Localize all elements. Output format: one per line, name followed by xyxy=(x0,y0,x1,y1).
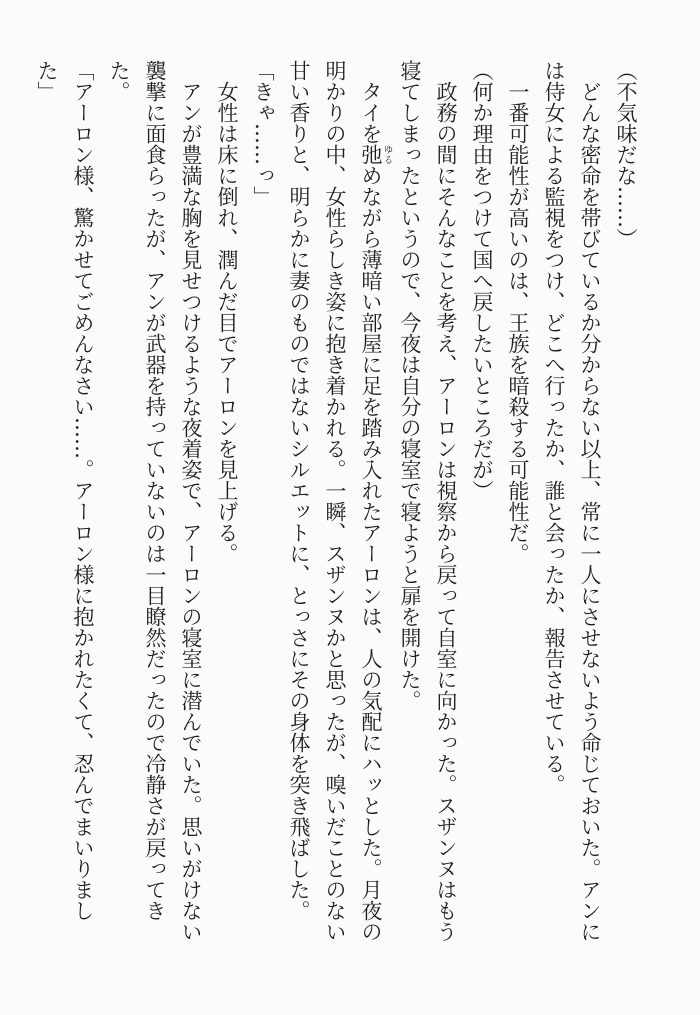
paragraph-narration-5: 女性は床に倒れ、潤んだ目でアーロンを見上げる。 xyxy=(215,81,239,564)
paragraph-narration-4-pre: タイを xyxy=(359,81,383,144)
paragraph-dialogue-1: 「きゃ……っ」 xyxy=(251,60,275,207)
paragraph-dialogue-2: 「アーロン様、驚かせてごめんなさい……。アーロン様に抱かれたくて、忍んでまいりました」 xyxy=(35,60,95,921)
paragraph-narration-1: どんな密命を帯びているか分からない以上、常に一人にさせないよう命じておいた。アンには侍女による監視をつけ、どこへ行ったか、誰と会ったか、報告させている。 xyxy=(542,60,602,942)
paragraph-monologue-1: （不気味だな……） xyxy=(614,60,638,249)
paragraph-narration-3: 政務の間にそんなことを考え、アーロンは視察から戻って自室に向かった。スザンヌはもう寝てしまったというので、今夜は自分の寝室で寝ようと扉を開けた。 xyxy=(398,60,458,942)
ruby-base: 弛 xyxy=(359,144,383,165)
paragraph-narration-4-post: めながら薄暗い部屋に足を踏み入れたアーロンは、人の気配にハッとした。月夜の明かりの中、女性らしき姿に抱き着かれる。一瞬、スザンヌかと思ったが、嗅いだことのない甘い香りと、明らかに妻のものではないシルエットに、とっさにその身体を突き飛ばした。 xyxy=(287,60,383,942)
ruby-furigana: ゆる xyxy=(381,144,393,165)
paragraph-narration-6: アンが豊満な胸を見せつけるような夜着姿で、アーロンの寝室に潜んでいた。思いがけない襲撃に面食らったが、アンが武器を持っていないのは一目瞭然だったので冷静さが戻ってきた。 xyxy=(107,60,203,942)
paragraph-narration-2: 一番可能性が高いのは、王族を暗殺する可能性だ。 xyxy=(506,81,530,564)
paragraph-monologue-2: （何か理由をつけて国へ戻したいところだが） xyxy=(470,60,494,501)
vertical-text-block xyxy=(22,60,644,950)
paragraph-narration-4 xyxy=(281,60,392,950)
ruby-yurume xyxy=(359,144,393,165)
